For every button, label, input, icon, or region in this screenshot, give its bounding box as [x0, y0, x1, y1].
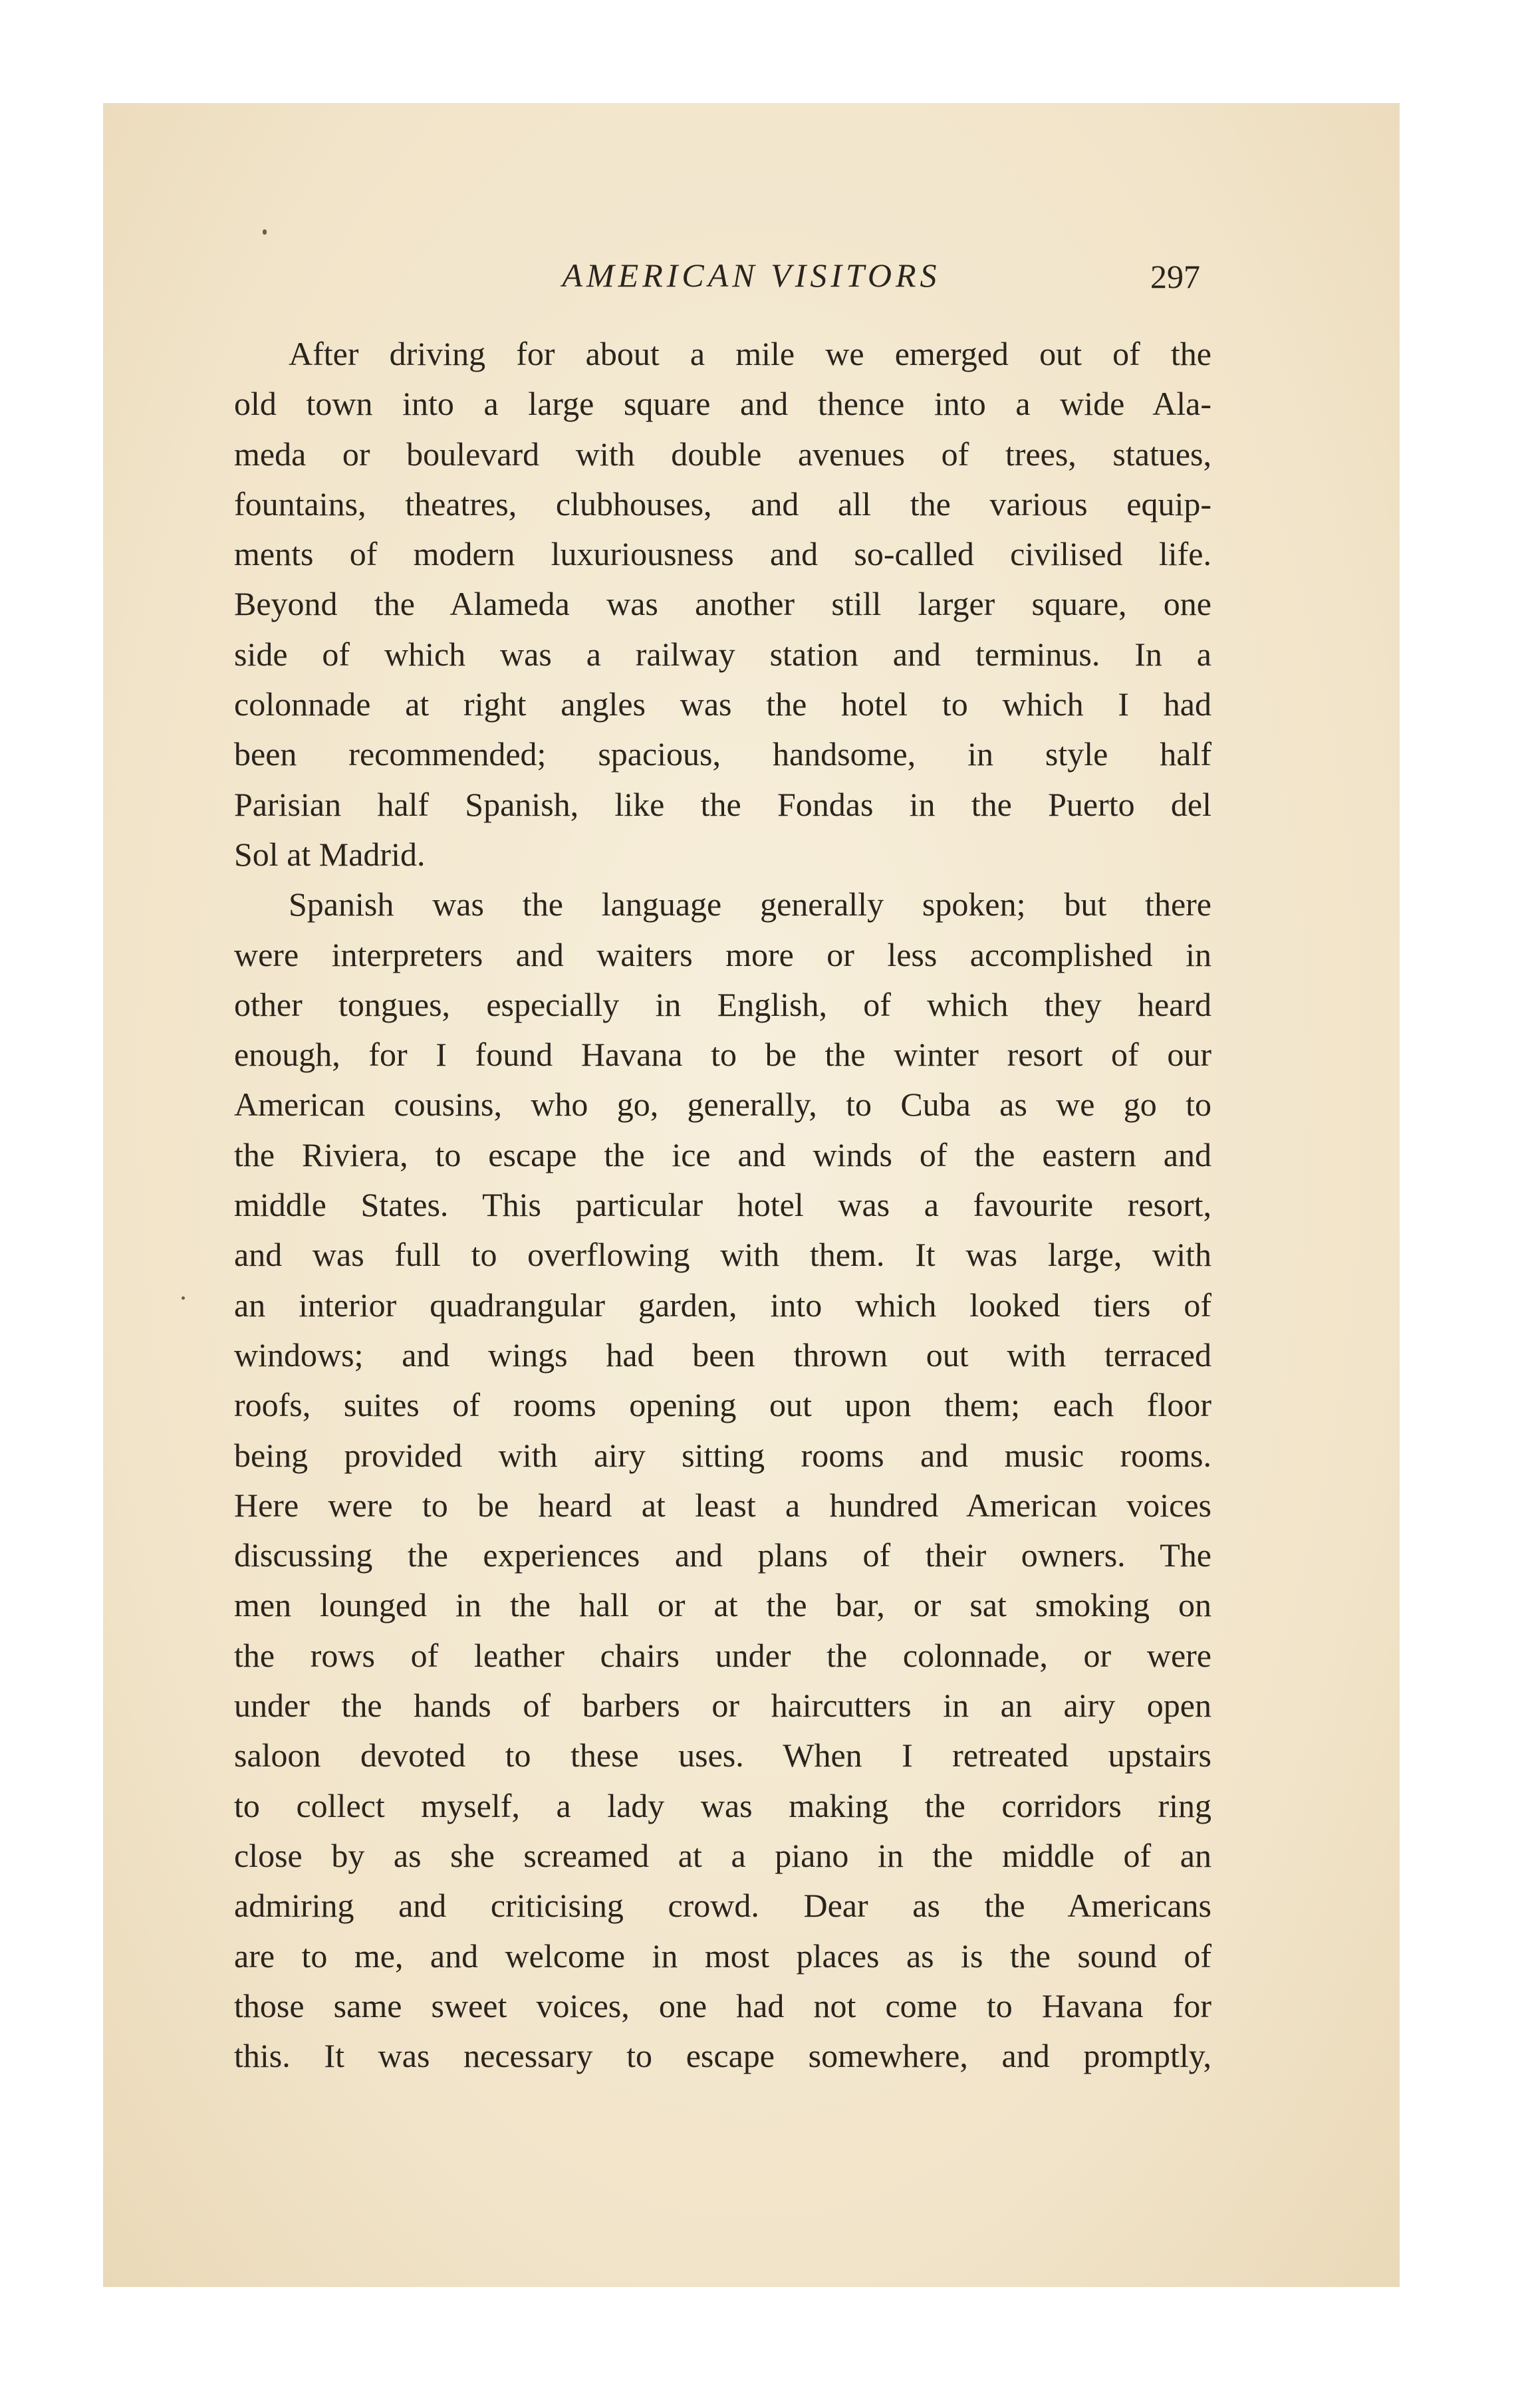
page-header	[103, 256, 1400, 302]
text-line: and was full to overflowing with them. It was large, with	[234, 1236, 1211, 1274]
text-line: discussing the experiences and plans of their owners. The	[234, 1536, 1211, 1574]
text-line: old town into a large square and thence into a wide Ala-	[234, 385, 1211, 423]
text-line: to collect myself, a lady was making the corridors ring	[234, 1786, 1211, 1824]
text-line: those same sweet voices, one had not come to Havana for	[234, 1987, 1211, 2024]
text-line: close by as she screamed at a piano in the middle of an	[234, 1836, 1211, 1874]
text-line: After driving for about a mile we emerged out of the	[289, 335, 1211, 372]
text-line: fountains, theatres, clubhouses, and all the various equip-	[234, 485, 1211, 523]
text-line: windows; and wings had been thrown out with terraced	[234, 1336, 1211, 1374]
text-line: roofs, suites of rooms opening out upon them; each floor	[234, 1386, 1211, 1424]
print-speck	[263, 229, 267, 235]
text-line: meda or boulevard with double avenues of trees, statues,	[234, 435, 1211, 473]
text-line: the rows of leather chairs under the colonnade, or were	[234, 1636, 1211, 1674]
body-text	[234, 329, 1211, 2081]
text-line: under the hands of barbers or haircutters in an airy open	[234, 1687, 1211, 1725]
text-line: admiring and criticising crowd. Dear as the Americans	[234, 1887, 1211, 1925]
print-speck	[182, 1296, 185, 1300]
text-line: Spanish was the language generally spoken; but there	[289, 886, 1211, 923]
text-line: Sol at Madrid.	[234, 835, 426, 873]
text-line: an interior quadrangular garden, into which looked tiers of	[234, 1286, 1211, 1324]
text-line: middle States. This particular hotel was a favourite resort,	[234, 1186, 1211, 1224]
text-line: being provided with airy sitting rooms and music rooms.	[234, 1436, 1211, 1474]
text-line: side of which was a railway station and terminus. In a	[234, 635, 1211, 673]
text-line: other tongues, especially in English, of which they heard	[234, 985, 1211, 1023]
text-line: Beyond the Alameda was another still larger square, one	[234, 585, 1211, 623]
text-line: Here were to be heard at least a hundred American voices	[234, 1486, 1211, 1524]
text-line: saloon devoted to these uses. When I retreated upstairs	[234, 1737, 1211, 1774]
text-line: men lounged in the hall or at the bar, or sat smoking on	[234, 1586, 1211, 1624]
text-line: Parisian half Spanish, like the Fondas in the Puerto del	[234, 785, 1211, 823]
book-page	[103, 103, 1400, 2287]
text-line: been recommended; spacious, handsome, in style half	[234, 735, 1211, 773]
paragraph	[234, 329, 1211, 880]
running-title: AMERICAN VISITORS	[562, 257, 941, 294]
text-line: American cousins, who go, generally, to Cuba as we go to	[234, 1086, 1211, 1124]
text-line: are to me, and welcome in most places as is the sound of	[234, 1937, 1211, 1975]
text-line: the Riviera, to escape the ice and winds of the eastern and	[234, 1136, 1211, 1173]
text-line: ments of modern luxuriousness and so-called civilised life.	[234, 535, 1211, 573]
text-line: colonnade at right angles was the hotel to which I had	[234, 685, 1211, 723]
page-number: 297	[1150, 258, 1200, 295]
text-line: were interpreters and waiters more or less accomplished in	[234, 935, 1211, 973]
paragraph	[234, 880, 1211, 2081]
text-line: this. It was necessary to escape somewhere, and promptly,	[234, 2037, 1211, 2075]
text-line: enough, for I found Havana to be the winter resort of our	[234, 1036, 1211, 1074]
